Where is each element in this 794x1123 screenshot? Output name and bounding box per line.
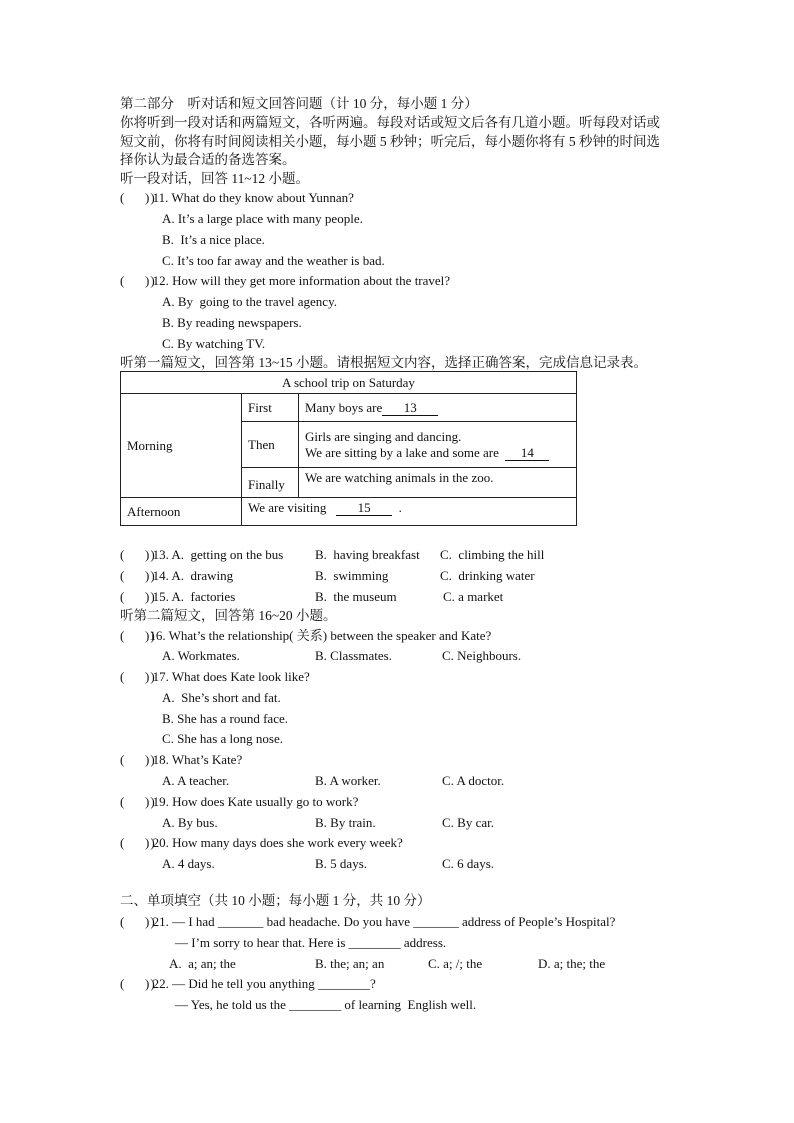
q19-option-a: A. By bus. <box>162 815 218 830</box>
answer-paren[interactable]: ( ) <box>120 794 155 809</box>
table-title: A school trip on Saturday <box>121 372 577 394</box>
afternoon-period: . <box>398 500 402 515</box>
passage2-instruction: 听第二篇短文，回答第 16~20 小题。 <box>120 608 337 623</box>
question-21-stem: ) 21. — I had _______ bad headache. Do you have _______ address of People’s Hospital? <box>145 914 616 929</box>
answer-paren[interactable]: ( ) <box>120 752 155 767</box>
question-16-stem: )16. What’s the relationship( 关系) between the speaker and Kate? <box>145 628 492 643</box>
q17-option-a: A. She’s short and fat. <box>162 690 281 705</box>
first-label: First <box>242 394 299 422</box>
q17-option-b: B. She has a round face. <box>162 711 288 726</box>
question-19-stem: ) 19. How does Kate usually go to work? <box>145 794 359 809</box>
blank-14[interactable]: 14 <box>505 446 549 461</box>
morning-label: Morning <box>121 394 242 498</box>
answer-paren[interactable]: ( ) <box>120 568 155 583</box>
then-cell <box>299 422 577 468</box>
q16-option-a: A. Workmates. <box>162 648 240 663</box>
answer-paren[interactable]: ( ) <box>120 273 155 288</box>
question-20-stem: ) 20. How many days does she work every week? <box>145 835 403 850</box>
answer-paren[interactable]: ( ) <box>120 547 155 562</box>
part2-intro-line-3: 择你认为最合适的备选答案。 <box>120 152 296 167</box>
part2-heading: 第二部分 听对话和短文回答问题（计 10 分，每小题 1 分） <box>120 96 478 111</box>
question-12-stem: ) 12. How will they get more information about the travel? <box>145 273 451 288</box>
answer-paren[interactable]: ( ) <box>120 914 155 929</box>
afternoon-label: Afternoon <box>121 498 242 526</box>
answer-paren[interactable]: ( ) <box>120 190 155 205</box>
q18-option-c: C. A doctor. <box>442 773 505 788</box>
answer-paren[interactable]: ( ) <box>120 589 155 604</box>
q18-option-a: A. A teacher. <box>162 773 230 788</box>
question-11-stem: ) 11. What do they know about Yunnan? <box>145 190 354 205</box>
dialogue-instruction: 听一段对话，回答 11~12 小题。 <box>120 171 310 186</box>
q21-option-a: A. a; an; the <box>169 956 236 971</box>
q12-option-c: C. By watching TV. <box>162 336 266 351</box>
q12-option-a: A. By going to the travel agency. <box>162 294 337 309</box>
q17-option-c: C. She has a long nose. <box>162 731 283 746</box>
q15-option-b: B. the museum <box>315 589 397 604</box>
q21-option-d: D. a; the; the <box>538 956 606 971</box>
then-text-1: Girls are singing and dancing. <box>305 428 462 444</box>
q16-option-c: C. Neighbours. <box>442 648 522 663</box>
q11-option-a: A. It’s a large place with many people. <box>162 211 363 226</box>
q18-option-b: B. A worker. <box>315 773 381 788</box>
q15-option-c: C. a market <box>443 589 504 604</box>
q21-line-2: — I’m sorry to hear that. Here is ________ address. <box>175 935 447 950</box>
q13-option-b: B. having breakfast <box>315 547 420 562</box>
q12-option-b: B. By reading newspapers. <box>162 315 302 330</box>
question-22-stem: ) 22. — Did he tell you anything ________? <box>145 976 376 991</box>
q14-option-c: C. drinking water <box>440 568 535 583</box>
first-cell <box>299 394 577 422</box>
finally-label: Finally <box>242 468 299 498</box>
answer-paren[interactable]: ( ) <box>120 669 155 684</box>
blank-13[interactable]: 13 <box>382 401 438 416</box>
q20-option-b: B. 5 days. <box>315 856 367 871</box>
question-14-stem: ) 14. A. drawing <box>145 568 234 583</box>
blank-15[interactable]: 15 <box>336 501 392 516</box>
q16-option-b: B. Classmates. <box>315 648 392 663</box>
answer-paren[interactable]: ( ) <box>120 976 155 991</box>
answer-paren[interactable]: ( ) <box>120 628 155 643</box>
q13-option-c: C. climbing the hill <box>440 547 545 562</box>
q11-option-c: C. It’s too far away and the weather is bad. <box>162 253 385 268</box>
q22-line-2: — Yes, he told us the ________ of learning English well. <box>175 997 477 1012</box>
part2-intro-line-2: 短文前，你将有时间阅读相关小题，每小题 5 秒钟；听完后，每小题你将有 5 秒钟的时间选 <box>120 134 660 149</box>
answer-paren[interactable]: ( ) <box>120 835 155 850</box>
q21-option-b: B. the; an; an <box>315 956 385 971</box>
question-13-stem: ) 13. A. getting on the bus <box>145 547 284 562</box>
first-text: Many boys are <box>305 399 383 415</box>
finally-text: We are watching animals in the zoo. <box>299 468 577 498</box>
question-18-stem: ) 18. What’s Kate? <box>145 752 243 767</box>
info-record-table <box>120 371 577 526</box>
question-17-stem: ) 17. What does Kate look like? <box>145 669 310 684</box>
q14-option-b: B. swimming <box>315 568 389 583</box>
then-text-2: We are sitting by a lake and some are <box>305 444 499 460</box>
question-15-stem: ) 15. A. factories <box>145 589 236 604</box>
q19-option-c: C. By car. <box>442 815 494 830</box>
q11-option-b: B. It’s a nice place. <box>162 232 265 247</box>
then-label: Then <box>242 422 299 468</box>
q20-option-a: A. 4 days. <box>162 856 215 871</box>
section2-heading: 二、单项填空（共 10 小题；每小题 1 分，共 10 分） <box>120 893 431 908</box>
q21-option-c: C. a; /; the <box>428 956 483 971</box>
afternoon-cell <box>242 498 577 526</box>
q19-option-b: B. By train. <box>315 815 376 830</box>
q20-option-c: C. 6 days. <box>442 856 494 871</box>
part2-intro-line-1: 你将听到一段对话和两篇短文，各听两遍。每段对话或短文后各有几道小题。听每段对话或 <box>120 115 660 130</box>
afternoon-text: We are visiting <box>248 500 327 515</box>
passage1-instruction: 听第一篇短文，回答第 13~15 小题。请根据短文内容，选择正确答案，完成信息记录表。 <box>120 355 648 370</box>
